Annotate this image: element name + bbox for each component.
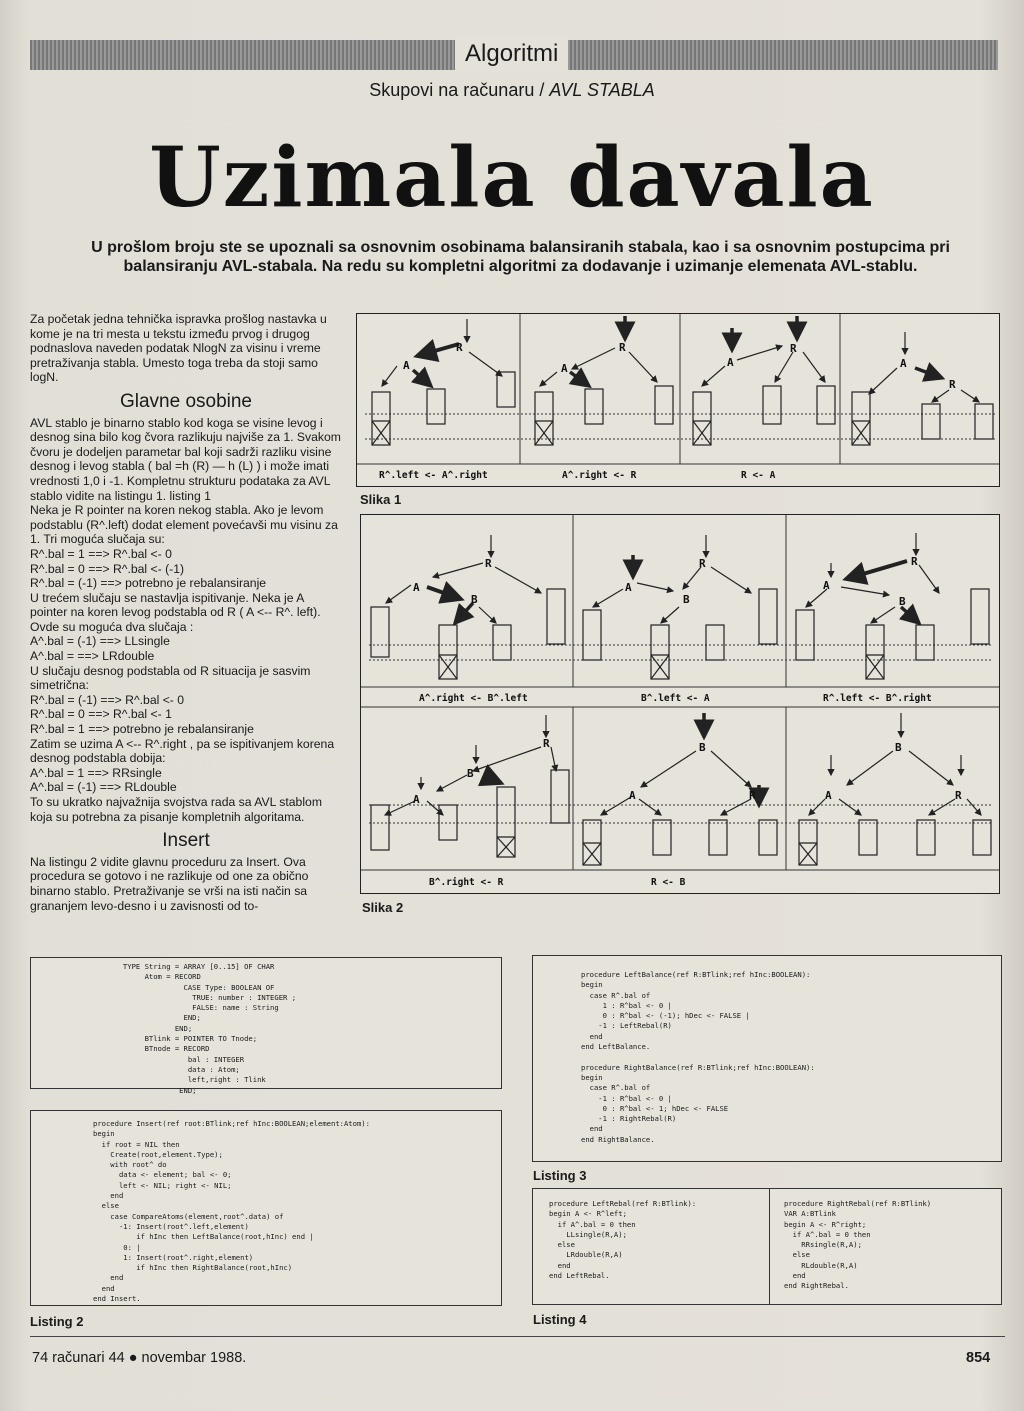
fig1-label: R^.left <- A^.right xyxy=(379,470,488,481)
section1-p4: U slučaju desnog podstabla od R situacija je sasvim simetrična: xyxy=(30,663,311,693)
listing-1: TYPE String = ARRAY [0..15] OF CHAR Atom = RECORD CASE Type: BOOLEAN OF TRUE: number : INTEGER ; FALSE: name : String END; END; BTlink = POINTER TO Tnode; BTnode = RECORD bal : INTEGER data : Atom; left,right : Tlink END; xyxy=(30,957,502,1089)
svg-text:B: B xyxy=(699,741,706,754)
case-line: R^.bal = (-1) ==> R^.bal <- 0 xyxy=(30,692,185,707)
listing-2-caption: Listing 2 xyxy=(30,1314,84,1329)
section1-p3: U trećem slučaju se nastavlja ispitivanje. Neka je A pointer na koren levog podstabla od R ( A <-- R^. left). Ovde su moguća dva slučaja : xyxy=(30,590,321,634)
section-label: Algoritmi xyxy=(455,36,568,72)
cases-list xyxy=(30,693,342,737)
section2-title: Insert xyxy=(162,830,210,852)
fig2-label: A^.right <- B^.left xyxy=(419,693,528,704)
section1-p5: Zatim se uzima A <-- R^.right , pa se ispitivanjem korena desnog podstabla dobija: xyxy=(30,736,335,766)
case-line: A^.bal = ==> LRdouble xyxy=(30,649,155,664)
section2-p1: Na listingu 2 vidite glavnu proceduru za Insert. Ova procedura se gotovo i ne razlikuje od one za obično binarno stablo. Pretraživanje se vrši na isti način sa grananjem levo-desno i u zavisnosti od to- xyxy=(30,854,309,913)
figure-1 xyxy=(356,313,1000,487)
svg-text:A: A xyxy=(561,362,568,375)
figure-1-caption: Slika 1 xyxy=(360,492,402,507)
listing-4-right: procedure RightRebal(ref R:BTlink) VAR A:BTlink begin A <- R^right; if A^.bal = 0 then RRsingle(R,A); else RLdouble(R,A) end end RightRebal. xyxy=(770,1188,1002,1305)
svg-text:B: B xyxy=(683,593,690,606)
listing-4-left: procedure LeftRebal(ref R:BTlink): begin A <- R^left; if A^.bal = 0 then LLsingle(R,A); else LRdouble(R,A) end end LeftRebal. xyxy=(532,1188,770,1305)
svg-text:B: B xyxy=(899,595,906,608)
svg-text:R: R xyxy=(911,555,918,568)
listing-3-caption: Listing 3 xyxy=(533,1168,587,1183)
listing-2: procedure Insert(ref root:BTlink;ref hInc:BOOLEAN;element:Atom): begin if root = NIL then Create(root,element.Type); with root^ do data <- element; bal <- 0; left <- NIL; right <- NIL; end else case CompareAtoms(element,root^.data) of -1: Insert(root^.left,element) if hInc then LeftBalance(root,hInc) end | 0: | 1: Insert(root^.right,element) if hInc then RightBalance(root,hInc) end end end Insert. xyxy=(30,1110,502,1306)
case-line: R^.bal = 1 ==> R^.bal <- 0 xyxy=(30,546,172,561)
case-line: A^.bal = (-1) ==> LLsingle xyxy=(30,634,170,649)
svg-text:A: A xyxy=(403,359,410,372)
intro-paragraph: Za početak jedna tehnička ispravka prošlog nastavka u kome je na tri mesta u tekstu između prvog i drugog podnaslova naveden podatak NlogN za visinu i vreme pretraživanja stabla. Umesto toga treba da stoji samo logN. xyxy=(30,312,327,385)
fig2-label: B^.right <- R xyxy=(429,877,504,888)
kicker-main: Skupovi na računaru / xyxy=(369,80,550,100)
footer-left: 74 računari 44 ● novembar 1988. xyxy=(32,1350,247,1366)
svg-text:R: R xyxy=(699,557,706,570)
svg-text:R: R xyxy=(955,789,962,802)
fig2-label: R^.left <- B^.right xyxy=(823,693,932,704)
case-line: A^.bal = (-1) ==> RLdouble xyxy=(30,780,177,795)
section1-p1: AVL stablo je binarno stablo kod koga se visine levog i desnog sina bilo kog čvora razlikuju najviše za 1. Svakom čvoru je dodeljen parametar bal koji sadrži razliku visine desnog i levog stabla ( bal =h (R) — h (L) ) i može imati vrednosti 1,0 i -1. Kompletnu strukturu podataka za AVL stablo vidite na listingu 1. listing 1 xyxy=(30,415,341,503)
text-column xyxy=(30,312,342,913)
cases-list xyxy=(30,547,342,591)
section1-title: Glavne osobine xyxy=(119,390,253,412)
cases-list xyxy=(30,634,342,663)
svg-text:A: A xyxy=(629,789,636,802)
figure-2 xyxy=(360,514,1000,894)
lead-paragraph: U prošlom broju ste se upoznali sa osnovnim osobinama balansiranih stabala, kao i sa osnovnim postupcima pri balansiranju AVL-stabala. Na redu su kompletni algoritmi za dodavanje i uzimanje elemenata AVL-stablu. xyxy=(91,239,950,275)
page-number: 854 xyxy=(966,1350,991,1366)
svg-text:A: A xyxy=(727,356,734,369)
headline: Uzimala davala xyxy=(149,130,875,226)
case-line: R^.bal = (-1) ==> potrebno je rebalansiranje xyxy=(30,576,267,591)
svg-text:A: A xyxy=(413,581,420,594)
case-line: R^.bal = 0 ==> R^.bal <- 1 xyxy=(30,707,172,722)
section1-p2: Neka je R pointer na koren nekog stabla. Ako je levom podstablu (R^.left) dodat element povećavši mu visinu za 1. Tri moguća slučaja su: xyxy=(30,503,338,547)
svg-text:B: B xyxy=(471,593,478,606)
kicker-topic: AVL STABLA xyxy=(549,80,655,100)
svg-text:R: R xyxy=(456,341,463,354)
svg-text:R: R xyxy=(749,789,756,802)
figure-1-diagram xyxy=(357,314,999,486)
svg-text:R: R xyxy=(949,378,956,391)
case-line: A^.bal = 1 ==> RRsingle xyxy=(30,765,162,780)
listing-3: procedure LeftBalance(ref R:BTlink;ref hInc:BOOLEAN): begin case R^.bal of 1 : R^bal <- 0 | 0 : R^bal <- (-1); hDec <- FALSE | -1 : LeftRebal(R) end end LeftBalance. procedure RightBalance(ref R:BTlink;ref hInc:BOOLEAN): begin case R^.bal of -1 : R^bal <- 0 | 0 : R^bal <- 1; hDec <- FALSE -1 : RightRebal(R) end end RightBalance. xyxy=(532,955,1002,1162)
svg-text:B: B xyxy=(467,767,474,780)
figure-2-caption: Slika 2 xyxy=(362,900,404,915)
svg-text:R: R xyxy=(543,737,550,750)
section1-p6: To su ukratko najvažnija svojstva rada sa AVL stablom koja su potrebna za pisanje kompletnih algoritama. xyxy=(30,795,322,824)
fig2-label: B^.left <- A xyxy=(641,693,710,704)
footer-rule xyxy=(30,1336,1005,1337)
svg-text:A: A xyxy=(825,789,832,802)
listing-4-caption: Listing 4 xyxy=(533,1312,587,1327)
svg-text:R: R xyxy=(790,342,797,355)
case-line: R^.bal = 0 ==> R^.bal <- (-1) xyxy=(30,561,185,576)
cases-list xyxy=(30,766,342,795)
svg-text:A: A xyxy=(625,581,632,594)
svg-text:A: A xyxy=(900,357,907,370)
figure-2-diagram xyxy=(361,515,999,893)
fig2-label: R <- B xyxy=(651,877,686,888)
svg-text:R: R xyxy=(619,341,626,354)
svg-text:A: A xyxy=(823,579,830,592)
fig1-label: A^.right <- R xyxy=(562,470,637,481)
case-line: R^.bal = 1 ==> potrebno je rebalansiranje xyxy=(30,722,254,737)
svg-text:A: A xyxy=(413,793,420,806)
svg-text:B: B xyxy=(895,741,902,754)
fig1-label: R <- A xyxy=(741,470,776,481)
svg-text:R: R xyxy=(485,557,492,570)
kicker xyxy=(0,80,1024,101)
